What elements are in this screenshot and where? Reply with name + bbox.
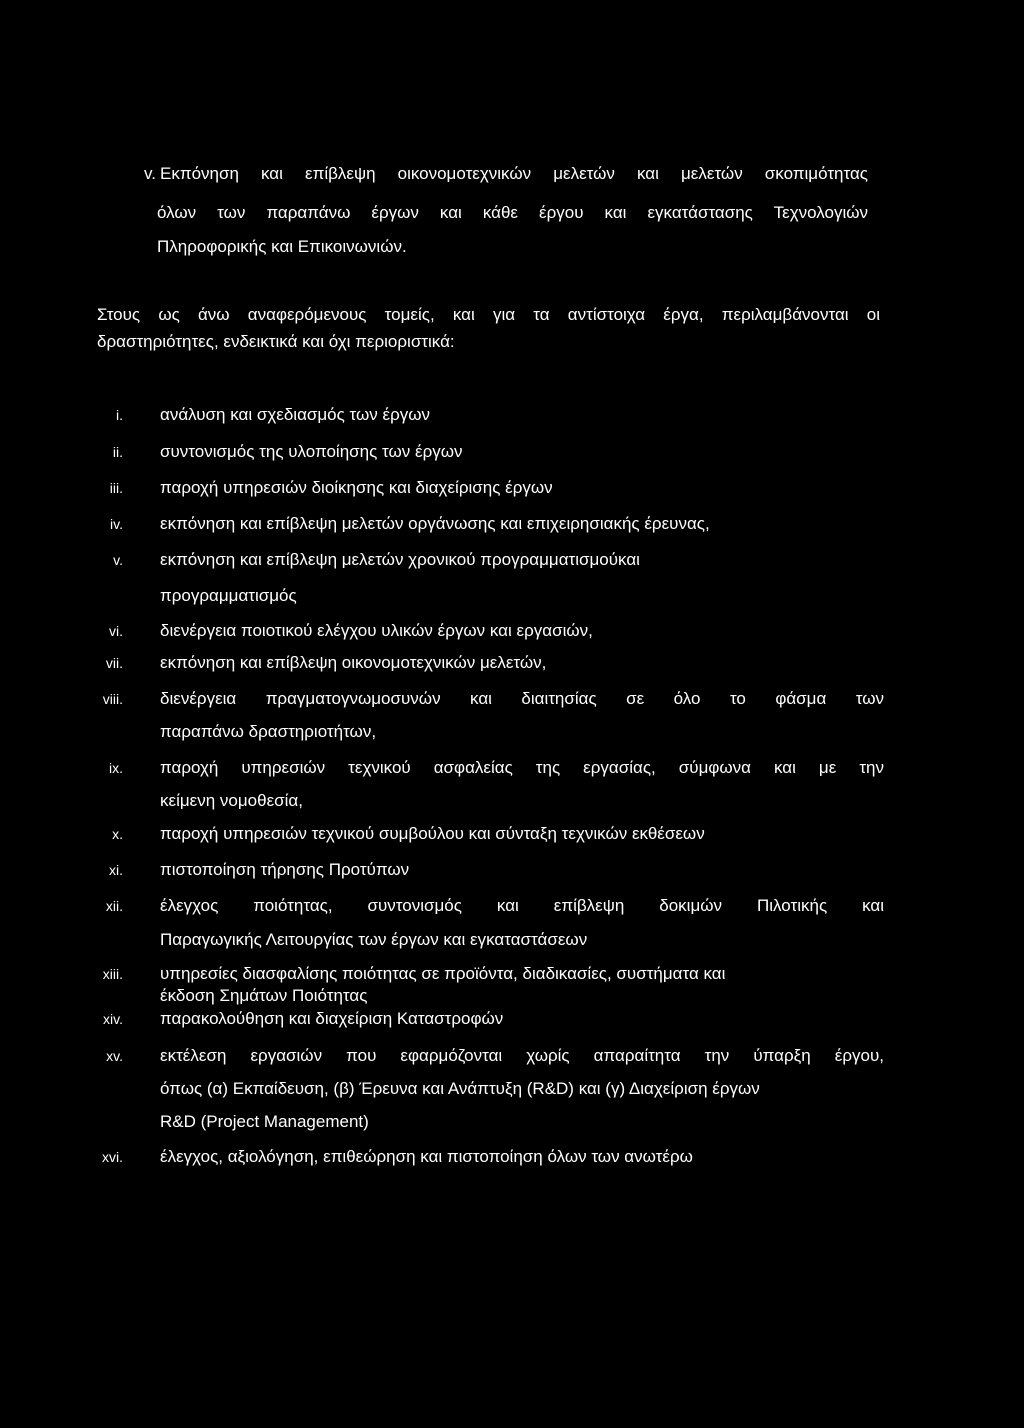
list-item-text: παραπάνω δραστηριοτήτων, bbox=[160, 722, 377, 741]
list-item-text: έλεγχος ποιότητας, συντονισμός και επίβλεψη δοκιμών Πιλοτικής και bbox=[160, 896, 884, 915]
list-item-text: παρακολούθηση και διαχείριση Καταστροφών bbox=[160, 1009, 504, 1028]
list-item-text: εκπόνηση και επίβλεψη οικονομοτεχνικών μελετών, bbox=[160, 653, 547, 672]
list-item-text: υπηρεσίες διασφαλίσης ποιότητας σε προϊόντα, διαδικασίες, συστήματα και bbox=[160, 964, 726, 983]
list-item-number: ii. bbox=[112, 444, 123, 460]
list-item-number: vi. bbox=[109, 623, 123, 639]
list-item-number: v. bbox=[113, 552, 123, 568]
list-item-text: παροχή υπηρεσιών διοίκησης και διαχείρισης έργων bbox=[160, 478, 553, 497]
list-item-number: iv. bbox=[110, 516, 123, 532]
intro-line-1: Στους ως άνω αναφερόμενους τομείς, και για τα αντίστοιχα έργα, περιλαμβάνονται οι bbox=[97, 305, 880, 324]
list-item-text: κείμενη νομοθεσία, bbox=[160, 791, 303, 810]
section-v-line-2: όλων των παραπάνω έργων και κάθε έργου και εγκατάστασης Τεχνολογιών bbox=[157, 203, 868, 222]
list-item-text: όπως (α) Εκπαίδευση, (β) Έρευνα και Ανάπτυξη (R&D) και (γ) Διαχείριση έργων bbox=[160, 1079, 760, 1098]
list-item-number: vii. bbox=[105, 655, 123, 671]
intro-line-2: δραστηριότητες, ενδεικτικά και όχι περιοριστικά: bbox=[97, 332, 455, 351]
list-item-number: xiv. bbox=[103, 1011, 123, 1027]
list-item-number: iii. bbox=[109, 480, 123, 496]
list-item-number: xii. bbox=[105, 898, 123, 914]
list-item-text: έκδοση Σημάτων Ποιότητας bbox=[160, 986, 368, 1005]
list-item-number: xvi. bbox=[102, 1149, 123, 1165]
list-item-text: εκτέλεση εργασιών που εφαρμόζονται χωρίς απαραίτητα την ύπαρξη έργου, bbox=[160, 1046, 884, 1065]
list-item-text: διενέργεια πραγματογνωμοσυνών και διαιτησίας σε όλο το φάσμα των bbox=[160, 689, 884, 708]
list-item-text: προγραμματισμός bbox=[160, 586, 297, 605]
list-item-number: i. bbox=[116, 407, 123, 423]
list-item-text: έλεγχος, αξιολόγηση, επιθεώρηση και πιστοποίηση όλων των ανωτέρω bbox=[160, 1147, 693, 1166]
list-item-text: R&D (Project Management) bbox=[160, 1112, 369, 1131]
list-item-text: Παραγωγικής Λειτουργίας των έργων και εγκαταστάσεων bbox=[160, 930, 588, 949]
section-v-marker: v. bbox=[144, 164, 156, 183]
list-item-number: xv. bbox=[106, 1048, 123, 1064]
list-item-text: ανάλυση και σχεδιασμός των έργων bbox=[160, 405, 431, 424]
section-v-line-1: Εκπόνηση και επίβλεψη οικονομοτεχνικών μελετών και μελετών σκοπιμότητας bbox=[160, 164, 868, 183]
list-item-number: ix. bbox=[109, 760, 123, 776]
list-item-text: πιστοποίηση τήρησης Προτύπων bbox=[160, 860, 410, 879]
list-item-number: viii. bbox=[102, 691, 123, 707]
list-item-number: xiii. bbox=[102, 966, 123, 982]
list-item-text: παροχή υπηρεσιών τεχνικού ασφαλείας της εργασίας, σύμφωνα και με την bbox=[160, 758, 884, 777]
list-item-text: παροχή υπηρεσιών τεχνικού συμβούλου και σύνταξη τεχνικών εκθέσεων bbox=[160, 824, 705, 843]
list-item-number: x. bbox=[112, 826, 123, 842]
section-v-line-3: Πληροφορικής και Επικοινωνιών. bbox=[157, 237, 407, 256]
list-item-text: εκπόνηση και επίβλεψη μελετών οργάνωσης και επιχειρησιακής έρευνας, bbox=[160, 514, 710, 533]
list-item-text: διενέργεια ποιοτικού ελέγχου υλικών έργων και εργασιών, bbox=[160, 621, 593, 640]
list-item-text: συντονισμός της υλοποίησης των έργων bbox=[160, 442, 463, 461]
list-item-number: xi. bbox=[109, 862, 123, 878]
list-item-text: εκπόνηση και επίβλεψη μελετών χρονικού προγραμματισμούκαι bbox=[160, 550, 640, 569]
